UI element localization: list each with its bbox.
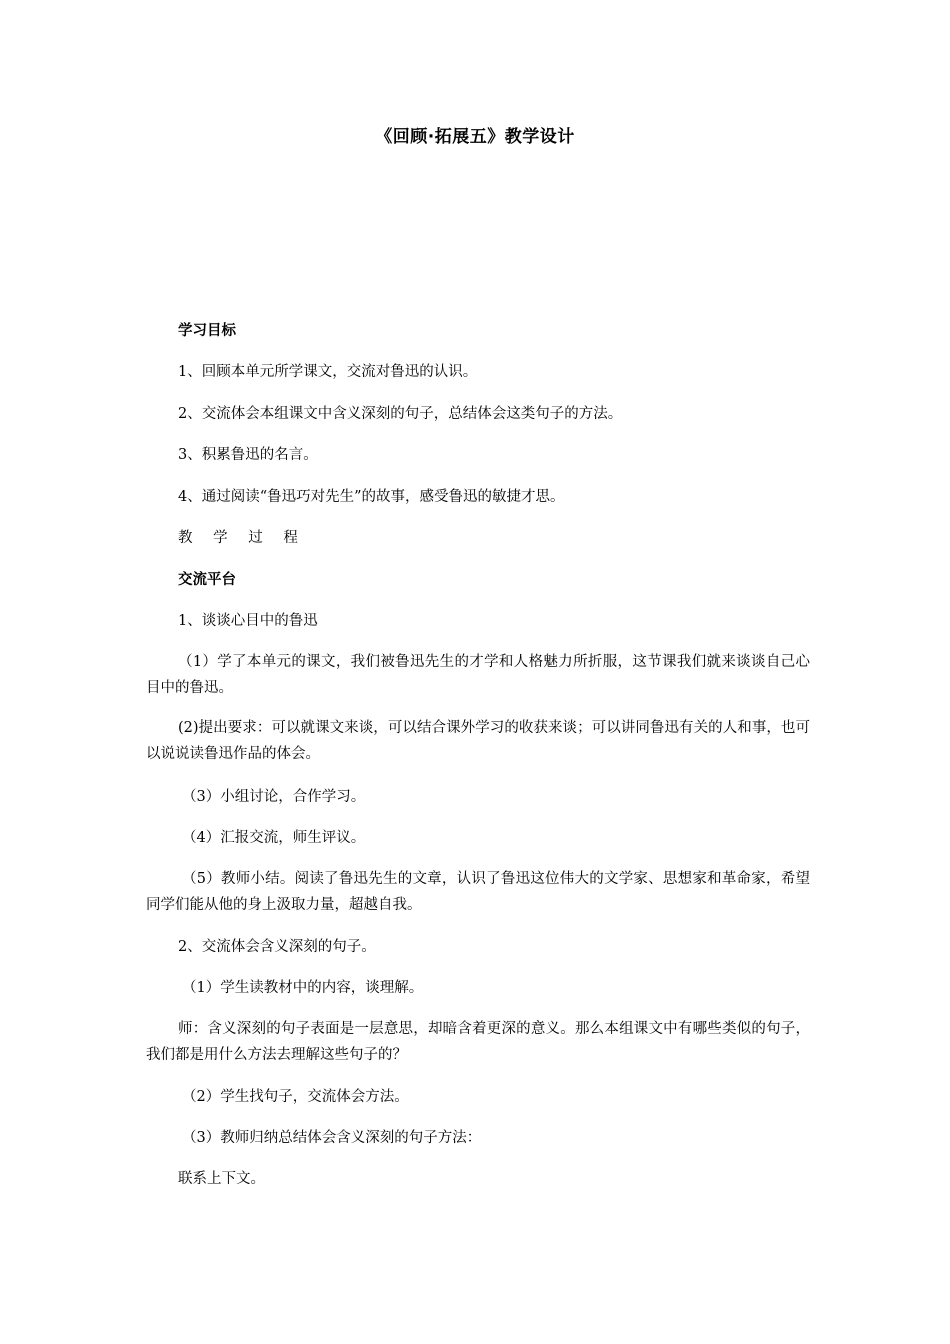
objectives-heading: 学习目标 <box>178 323 236 339</box>
question-2: （2）学生找句子，交流体会方法。 <box>182 1089 409 1105</box>
objective-item-2: 2、交流体会本组课文中含义深刻的句子，总结体会这类句子的方法。 <box>178 406 623 422</box>
part1-title: 1、谈谈心目中的鲁迅 <box>178 613 318 629</box>
objective-item-1: 1、回顾本单元所学课文，交流对鲁迅的认识。 <box>178 364 478 380</box>
teacher-paragraph: 师：含义深刻的句子表面是一层意思，却暗含着更深的意义。那么本组课文中有哪些类似的句子，我们都是用什么方法去理解这些句子的？ <box>146 1021 810 1063</box>
objective-item-3: 3、积累鲁迅的名言。 <box>178 447 318 463</box>
paragraph-5: （5）教师小结。阅读了鲁迅先生的文章，认识了鲁迅这位伟大的文学家、思想家和革命家，希望同学们能从他的身上汲取力量，超越自我。 <box>146 871 810 913</box>
objective-item-4: 4、通过阅读“鲁迅巧对先生”的故事，感受鲁迅的敏捷才思。 <box>178 489 565 505</box>
platform-heading: 交流平台 <box>178 572 236 588</box>
last-line: 联系上下文。 <box>178 1171 265 1187</box>
paragraph-1: （1）学了本单元的课文，我们被鲁迅先生的才学和人格魅力所折服，这节课我们就来谈谈自己心目中的鲁迅。 <box>146 654 810 696</box>
paragraph-4: （4）汇报交流，师生评议。 <box>182 830 366 846</box>
document-title: 《回顾·拓展五》教学设计 <box>375 127 575 147</box>
question-3: （3）教师归纳总结体会含义深刻的句子方法： <box>182 1130 482 1146</box>
process-label: 教 学 过 程 <box>178 530 306 546</box>
part2-title: 2、交流体会含义深刻的句子。 <box>178 939 376 955</box>
question-1: （1）学生读教材中的内容，谈理解。 <box>182 980 424 996</box>
paragraph-2: (2)提出要求：可以就课文来谈，可以结合课外学习的收获来谈；可以讲同鲁迅有关的人和事，也可以说说读鲁迅作品的体会。 <box>146 720 810 762</box>
paragraph-3: （3）小组讨论，合作学习。 <box>182 789 366 805</box>
